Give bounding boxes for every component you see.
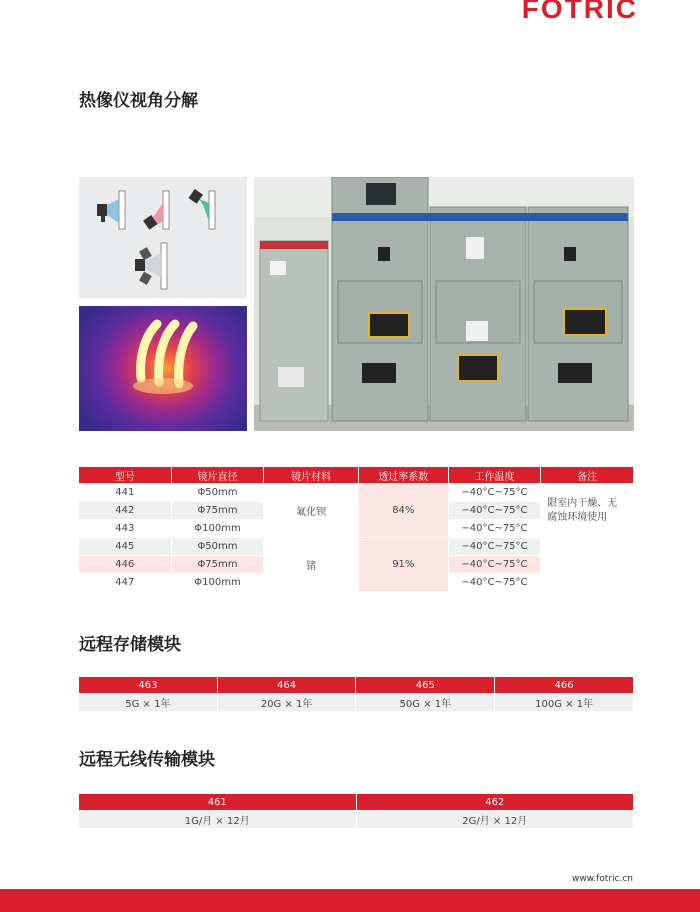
- cell-data-plan: 2G/月 × 12月: [357, 811, 634, 829]
- cell-model: 442: [79, 502, 171, 520]
- header-temperature: 工作温度: [449, 467, 541, 484]
- table-row: [79, 484, 633, 502]
- header-model: 461: [79, 794, 356, 811]
- cell-temperature: −40°C~75°C: [449, 520, 541, 538]
- cell-capacity: 100G × 1年: [495, 694, 633, 712]
- cell-transmittance: 91%: [359, 538, 448, 592]
- header-transmittance: 透过率系数: [359, 467, 448, 484]
- cell-temperature: −40°C~75°C: [449, 538, 541, 556]
- cell-model: 441: [79, 484, 171, 502]
- cell-temperature: −40°C~75°C: [449, 502, 541, 520]
- header-model: 466: [495, 677, 633, 694]
- cell-material: 锗: [264, 538, 358, 592]
- switchgear-cabinet-photo: [254, 177, 634, 431]
- cell-model: 446: [79, 556, 171, 574]
- cell-capacity: 20G × 1年: [218, 694, 356, 712]
- cell-model: 445: [79, 538, 171, 556]
- footer-bar: [0, 889, 700, 912]
- cell-diameter: Φ75mm: [172, 556, 264, 574]
- wireless-table: [78, 794, 634, 829]
- storage-table: [78, 677, 634, 712]
- table-row: [79, 694, 633, 712]
- table-row: [79, 538, 633, 556]
- header-model: 型号: [79, 467, 171, 484]
- website-url[interactable]: www.fotric.cn: [572, 874, 633, 884]
- thermal-image: [79, 306, 247, 431]
- lens-spec-table: [78, 467, 634, 592]
- header-model: 465: [356, 677, 494, 694]
- cell-diameter: Φ50mm: [172, 484, 264, 502]
- fotric-logo: FOTRIC: [521, 0, 638, 22]
- header-diameter: 镜片直径: [172, 467, 264, 484]
- cell-temperature: −40°C~75°C: [449, 556, 541, 574]
- header-material: 镜片材料: [264, 467, 358, 484]
- table-row: [79, 811, 633, 829]
- cell-model: 443: [79, 520, 171, 538]
- viewing-angle-diagram: [79, 177, 247, 298]
- header-model: 464: [218, 677, 356, 694]
- cell-transmittance: 84%: [359, 484, 448, 538]
- cell-diameter: Φ75mm: [172, 502, 264, 520]
- view-angle-title: 热像仪视角分解: [79, 91, 198, 111]
- wireless-title: 远程无线传输模块: [79, 750, 215, 770]
- cell-diameter: Φ100mm: [172, 520, 264, 538]
- cell-material: 氟化钡: [264, 484, 358, 538]
- cell-note: 限室内干燥、无腐蚀环境使用: [541, 484, 633, 538]
- cell-temperature: −40°C~75°C: [449, 484, 541, 502]
- header-model: 463: [79, 677, 217, 694]
- cell-diameter: Φ50mm: [172, 538, 264, 556]
- cell-capacity: 50G × 1年: [356, 694, 494, 712]
- table-header-row: [79, 467, 633, 484]
- cell-data-plan: 1G/月 × 12月: [79, 811, 356, 829]
- header-note: 备注: [541, 467, 633, 484]
- table-header-row: [79, 794, 633, 811]
- cell-diameter: Φ100mm: [172, 574, 264, 592]
- header-model: 462: [357, 794, 634, 811]
- storage-title: 远程存储模块: [79, 635, 181, 655]
- table-header-row: [79, 677, 633, 694]
- cell-model: 447: [79, 574, 171, 592]
- cell-capacity: 5G × 1年: [79, 694, 217, 712]
- cell-temperature: −40°C~75°C: [449, 574, 541, 592]
- cell-note: [541, 538, 633, 592]
